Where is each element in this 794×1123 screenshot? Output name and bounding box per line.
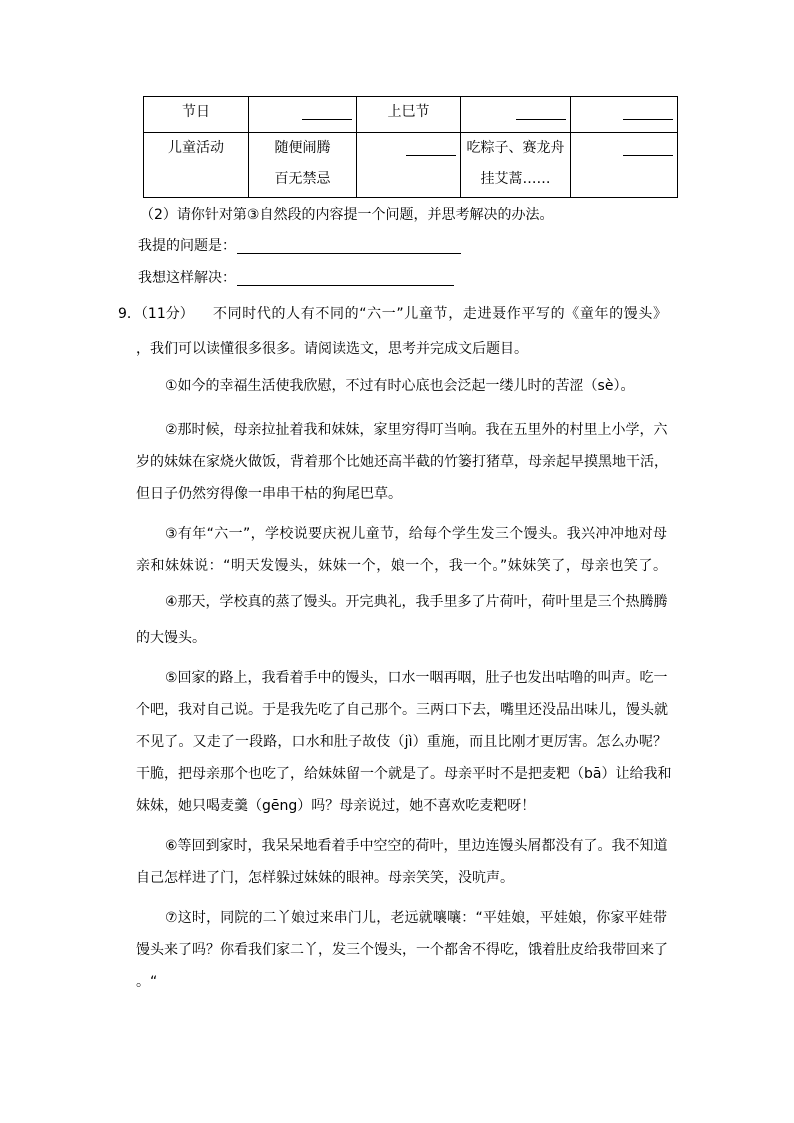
question-number: 9．（11分） bbox=[118, 306, 194, 322]
cell-line: 随便闹腾 bbox=[274, 140, 331, 156]
blank-cell[interactable] bbox=[249, 97, 357, 133]
blank-cell[interactable] bbox=[571, 97, 678, 133]
answer-blank[interactable] bbox=[623, 105, 673, 120]
paragraph-5-line: 妹妹，她只喝麦羹（gēng）吗？母亲说过，她不喜欢吃麦粑呀！ bbox=[136, 798, 536, 814]
answer-blank[interactable] bbox=[516, 105, 566, 120]
paragraph-2-line: ②那时候，母亲拉扯着我和妹妹，家里穷得叮当响。我在五里外的村里上小学，六 bbox=[165, 422, 668, 438]
festival-table bbox=[143, 96, 678, 198]
paragraph-5-line: 个吧，我对自己说。于是我先吃了自己那个。三两口下去，嘴里还没品出味儿，馒头就 bbox=[136, 702, 668, 718]
question-answer-line[interactable] bbox=[237, 253, 461, 254]
cell-line: 百无禁忌 bbox=[274, 171, 331, 187]
paragraph-2-line: 岁的妹妹在家烧火做饭，背着那个比她还高半截的竹篓打猪草，母亲起早摸黑地干活， bbox=[136, 454, 668, 470]
answer-blank[interactable] bbox=[302, 105, 352, 120]
blank-cell[interactable] bbox=[571, 133, 678, 198]
question-label: 我提的问题是： bbox=[138, 238, 236, 254]
intro-line: ，我们可以读懂很多很多。请阅读选文，思考并完成文后题目。 bbox=[136, 341, 528, 357]
paragraph-4-line: 的大馒头。 bbox=[136, 630, 206, 646]
paragraph-6-line: ⑥等回到家时，我呆呆地看着手中空空的荷叶，里边连馒头屑都没有了。我不知道 bbox=[165, 838, 668, 854]
paragraph-3-line: 亲和妹妹说：“明天发馒头，妹妹一个，娘一个，我一个。”妹妹笑了，母亲也笑了。 bbox=[136, 558, 667, 574]
paragraph-3-line: ③有年“六一”，学校说要庆祝儿童节，给每个学生发三个馒头。我兴冲冲地对母 bbox=[165, 526, 667, 542]
table-header-activity: 儿童活动 bbox=[144, 133, 249, 198]
paragraph-1: ①如今的幸福生活使我欣慰，不过有时心底也会泛起一缕儿时的苦涩（sè）。 bbox=[165, 378, 635, 394]
solution-label: 我想这样解决： bbox=[138, 270, 236, 286]
blank-cell[interactable] bbox=[461, 97, 571, 133]
paragraph-2-line: 但日子仍然穷得像一串串干枯的狗尾巴草。 bbox=[136, 486, 402, 502]
paragraph-5-line: 不见了。又走了一段路，口水和肚子故伎（jì）重施，而且比刚才更厉害。怎么办呢？ bbox=[136, 734, 667, 750]
paragraph-7-line: 。“ bbox=[136, 974, 158, 990]
table-cell-shangsi: 上巳节 bbox=[357, 97, 461, 133]
paragraph-7-line: ⑦这时，同院的二丫娘过来串门儿，老远就嚷嚷：“平娃娘，平娃娘，你家平娃带 bbox=[165, 910, 667, 926]
question-prompt: （2）请你针对第③自然段的内容提一个问题，并思考解决的办法。 bbox=[140, 207, 554, 223]
table-cell-activity-1 bbox=[249, 133, 357, 198]
intro-line: 不同时代的人有不同的“六一”儿童节，走进聂作平写的《童年的馒头》 bbox=[213, 306, 667, 322]
paragraph-6-line: 自己怎样进了门，怎样躲过妹妹的眼神。母亲笑笑，没吭声。 bbox=[136, 870, 514, 886]
blank-cell[interactable] bbox=[357, 133, 461, 198]
answer-blank[interactable] bbox=[406, 141, 456, 156]
table-cell-activity-3 bbox=[461, 133, 571, 198]
answer-blank[interactable] bbox=[623, 141, 673, 156]
paragraph-7-line: 馒头来了吗？你看我们家二丫，发三个馒头，一个都舍不得吃，饿着肚皮给我带回来了 bbox=[136, 942, 668, 958]
paragraph-5-line: ⑤回家的路上，我看着手中的馒头，口水一咽再咽，肚子也发出咕噜的叫声。吃一 bbox=[165, 670, 668, 686]
table-header-festival: 节日 bbox=[144, 97, 249, 133]
paragraph-4-line: ④那天，学校真的蒸了馒头。开完典礼，我手里多了片荷叶，荷叶里是三个热腾腾 bbox=[165, 594, 668, 610]
paragraph-5-line: 干脆，把母亲那个也吃了，给妹妹留一个就是了。母亲平时不是把麦粑（bā）让给我和 bbox=[136, 766, 672, 782]
cell-line: 吃粽子、赛龙舟 bbox=[466, 140, 565, 156]
solution-answer-line[interactable] bbox=[237, 285, 454, 286]
cell-line: 挂艾蒿…… bbox=[480, 171, 551, 187]
